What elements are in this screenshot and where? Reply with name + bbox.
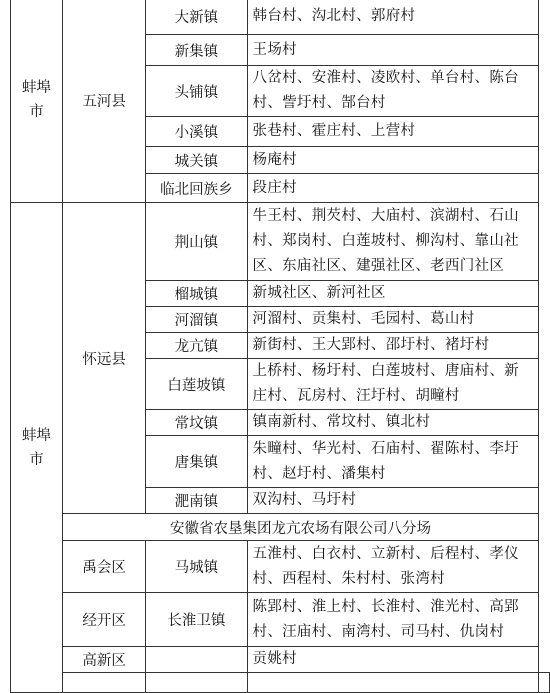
villages-cell: 五淮村、白衣村、立新村、后程村、孝仪村、西程村、朱村村、张湾村 xyxy=(247,541,538,593)
villages-cell: 韩台村、沟北村、郭府村 xyxy=(247,0,538,35)
county-cell: 经开区 xyxy=(62,593,145,647)
town-cell: 河溜镇 xyxy=(146,307,247,333)
county-cell: 怀远县 xyxy=(62,203,145,514)
county-cell: 禹会区 xyxy=(62,541,145,593)
villages-cell: 双沟村、马圩村 xyxy=(247,488,538,514)
table-row xyxy=(11,647,550,673)
table-row xyxy=(11,593,550,647)
villages-cell: 贡姚村 xyxy=(247,647,538,673)
villages-cell: 朱疃村、华光村、石庙村、翟陈村、李圩村、赵圩村、潘集村 xyxy=(247,436,538,488)
town-cell: 临北回族乡 xyxy=(146,174,247,203)
villages-cell: 上桥村、杨圩村、白莲坡村、唐庙村、新庄村、瓦房村、汪圩村、胡疃村 xyxy=(247,359,538,410)
town-cell: 新集镇 xyxy=(146,35,247,66)
farm-cell: 安徽省农垦集团龙亢农场有限公司八分场 xyxy=(62,514,538,541)
villages-cell: 河溜村、贡集村、毛园村、葛山村 xyxy=(247,307,538,333)
town-cell: 淝南镇 xyxy=(146,488,247,514)
county-cell: 五河县 xyxy=(62,0,145,203)
villages-cell: 陈郢村、淮上村、长淮村、淮光村、高郢村、汪庙村、南湾村、司马村、仇岗村 xyxy=(247,593,538,647)
table-row xyxy=(11,541,550,593)
villages-cell: 镇南新村、常坟村、镇北村 xyxy=(247,410,538,436)
town-cell: 小溪镇 xyxy=(146,117,247,147)
town-cell: 白莲坡镇 xyxy=(146,359,247,410)
town-cell: 长淮卫镇 xyxy=(146,593,247,647)
town-cell: 大新镇 xyxy=(146,0,247,35)
town-cell: 龙亢镇 xyxy=(146,333,247,359)
villages-cell: 段庄村 xyxy=(247,174,538,203)
town-cell: 榴城镇 xyxy=(146,281,247,307)
villages-cell: 新街村、王大郢村、邵圩村、褚圩村 xyxy=(247,333,538,359)
table-row xyxy=(11,0,550,35)
villages-cell: 杨庵村 xyxy=(247,147,538,174)
town-cell: 唐集镇 xyxy=(146,436,247,488)
villages-cell: 王场村 xyxy=(247,35,538,66)
villages-cell: 新城社区、新河社区 xyxy=(247,281,538,307)
town-cell: 马城镇 xyxy=(146,541,247,593)
villages-cell: 张巷村、霍庄村、上营村 xyxy=(247,117,538,147)
city-cell: 蚌埠市 xyxy=(11,203,63,693)
villages-table xyxy=(10,0,550,693)
town-cell: 常坟镇 xyxy=(146,410,247,436)
villages-cell: 八岔村、安淮村、凌欧村、单台村、陈台村、訾圩村、郜台村 xyxy=(247,66,538,117)
town-cell xyxy=(146,647,247,673)
county-cell: 高新区 xyxy=(62,647,145,673)
city-cell: 蚌埠市 xyxy=(11,0,63,203)
villages-cell: 牛王村、荆芡村、大庙村、滨湖村、石山村、郑岗村、白莲坡村、柳沟村、靠山社区、东庙社区、建强社区、老西门社区 xyxy=(247,203,538,281)
table-row xyxy=(11,514,550,541)
town-cell: 荆山镇 xyxy=(146,203,247,281)
town-cell: 头铺镇 xyxy=(146,66,247,117)
table-row xyxy=(11,203,550,281)
town-cell: 城关镇 xyxy=(146,147,247,174)
